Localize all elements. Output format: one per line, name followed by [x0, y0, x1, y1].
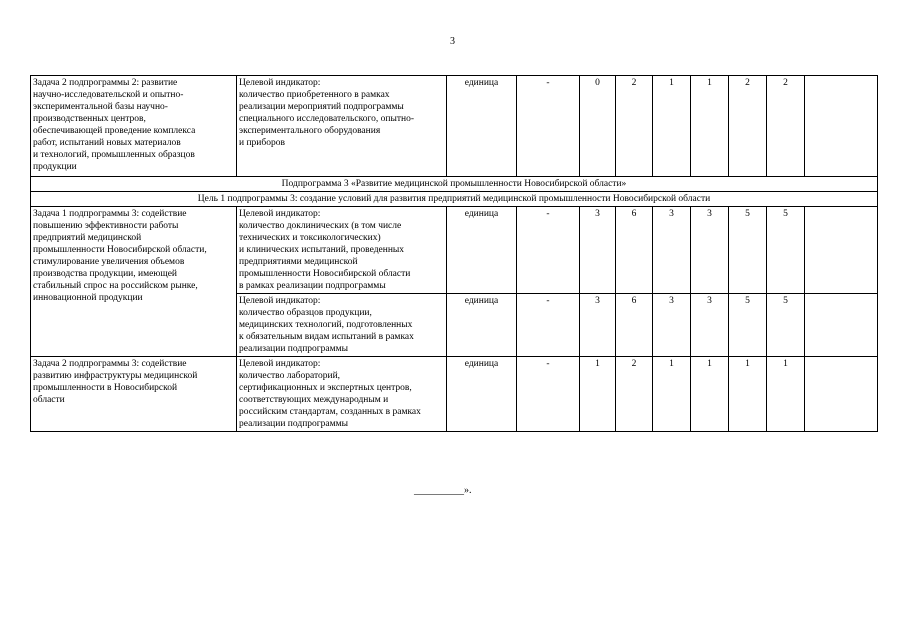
value-cell: 3 — [653, 294, 691, 357]
value-cell: 5 — [729, 294, 767, 357]
value-cell: 1 — [580, 357, 616, 432]
value-cell: 6 — [616, 294, 653, 357]
value-cell: 5 — [729, 207, 767, 294]
value-cell: 1 — [767, 357, 805, 432]
value-cell — [805, 294, 878, 357]
value-cell: - — [517, 207, 580, 294]
value-cell: - — [517, 294, 580, 357]
value-cell: 1 — [691, 76, 729, 177]
value-cell: 2 — [729, 76, 767, 177]
indicator-cell: Целевой индикатор: количество доклинических (в том числе технических и токсикологических) и клинических испытаний, проведенных предприятиями медицинской промышленности Новосибирской области в рамках реализации подпрограммы — [237, 207, 447, 294]
value-cell: 3 — [580, 294, 616, 357]
indicators-table — [30, 75, 878, 432]
task-cell: Задача 2 подпрограммы 2: развитие научно-исследовательской и опытно- экспериментальной базы научно- производственных центров, обеспечивающей проведение комплекса работ, испытаний новых материалов и технологий, промышленных образцов продукции — [31, 76, 237, 177]
section-row — [31, 192, 878, 207]
value-cell: 3 — [691, 207, 729, 294]
value-cell — [805, 207, 878, 294]
value-cell: - — [517, 76, 580, 177]
unit-cell: единица — [447, 207, 517, 294]
indicator-cell: Целевой индикатор: количество лабораторий, сертификационных и экспертных центров, соответствующих международным и российским стандартам, созданных в рамках реализации подпрограммы — [237, 357, 447, 432]
table-row — [31, 207, 878, 294]
value-cell: 2 — [616, 76, 653, 177]
closing-line: __________». — [414, 485, 472, 496]
value-cell: 3 — [580, 207, 616, 294]
value-cell: 1 — [653, 76, 691, 177]
value-cell — [805, 76, 878, 177]
value-cell: 3 — [653, 207, 691, 294]
unit-cell: единица — [447, 76, 517, 177]
section-row — [31, 177, 878, 192]
page-number: 3 — [450, 36, 455, 47]
task-cell: Задача 1 подпрограммы 3: содействие повышению эффективности работы предприятий медицинской промышленности Новосибирской области, стимулирование увеличения объемов производства продукции, имеющей стабильный спрос на российском рынке, инновационной продукции — [31, 207, 237, 357]
value-cell — [805, 357, 878, 432]
value-cell: 1 — [691, 357, 729, 432]
value-cell: 1 — [729, 357, 767, 432]
task-cell: Задача 2 подпрограммы 3: содействие развитию инфраструктуры медицинской промышленности в Новосибирской области — [31, 357, 237, 432]
unit-cell: единица — [447, 357, 517, 432]
value-cell: 2 — [616, 357, 653, 432]
value-cell: 1 — [653, 357, 691, 432]
goal-title: Цель 1 подпрограммы 3: создание условий для развития предприятий медицинской промышленности Новосибирской области — [31, 192, 878, 207]
value-cell: 5 — [767, 294, 805, 357]
indicator-cell: Целевой индикатор: количество образцов продукции, медицинских технологий, подготовленных к обязательным видам испытаний в рамках реализации подпрограммы — [237, 294, 447, 357]
value-cell: 6 — [616, 207, 653, 294]
value-cell: 5 — [767, 207, 805, 294]
value-cell: - — [517, 357, 580, 432]
value-cell: 3 — [691, 294, 729, 357]
value-cell: 2 — [767, 76, 805, 177]
subprogram-title: Подпрограмма 3 «Развитие медицинской промышленности Новосибирской области» — [31, 177, 878, 192]
indicator-cell: Целевой индикатор: количество приобретенного в рамках реализации мероприятий подпрограммы специального исследовательского, опытно- экспериментального оборудования и приборов — [237, 76, 447, 177]
value-cell: 0 — [580, 76, 616, 177]
unit-cell: единица — [447, 294, 517, 357]
table-row — [31, 357, 878, 432]
table-row — [31, 76, 878, 177]
